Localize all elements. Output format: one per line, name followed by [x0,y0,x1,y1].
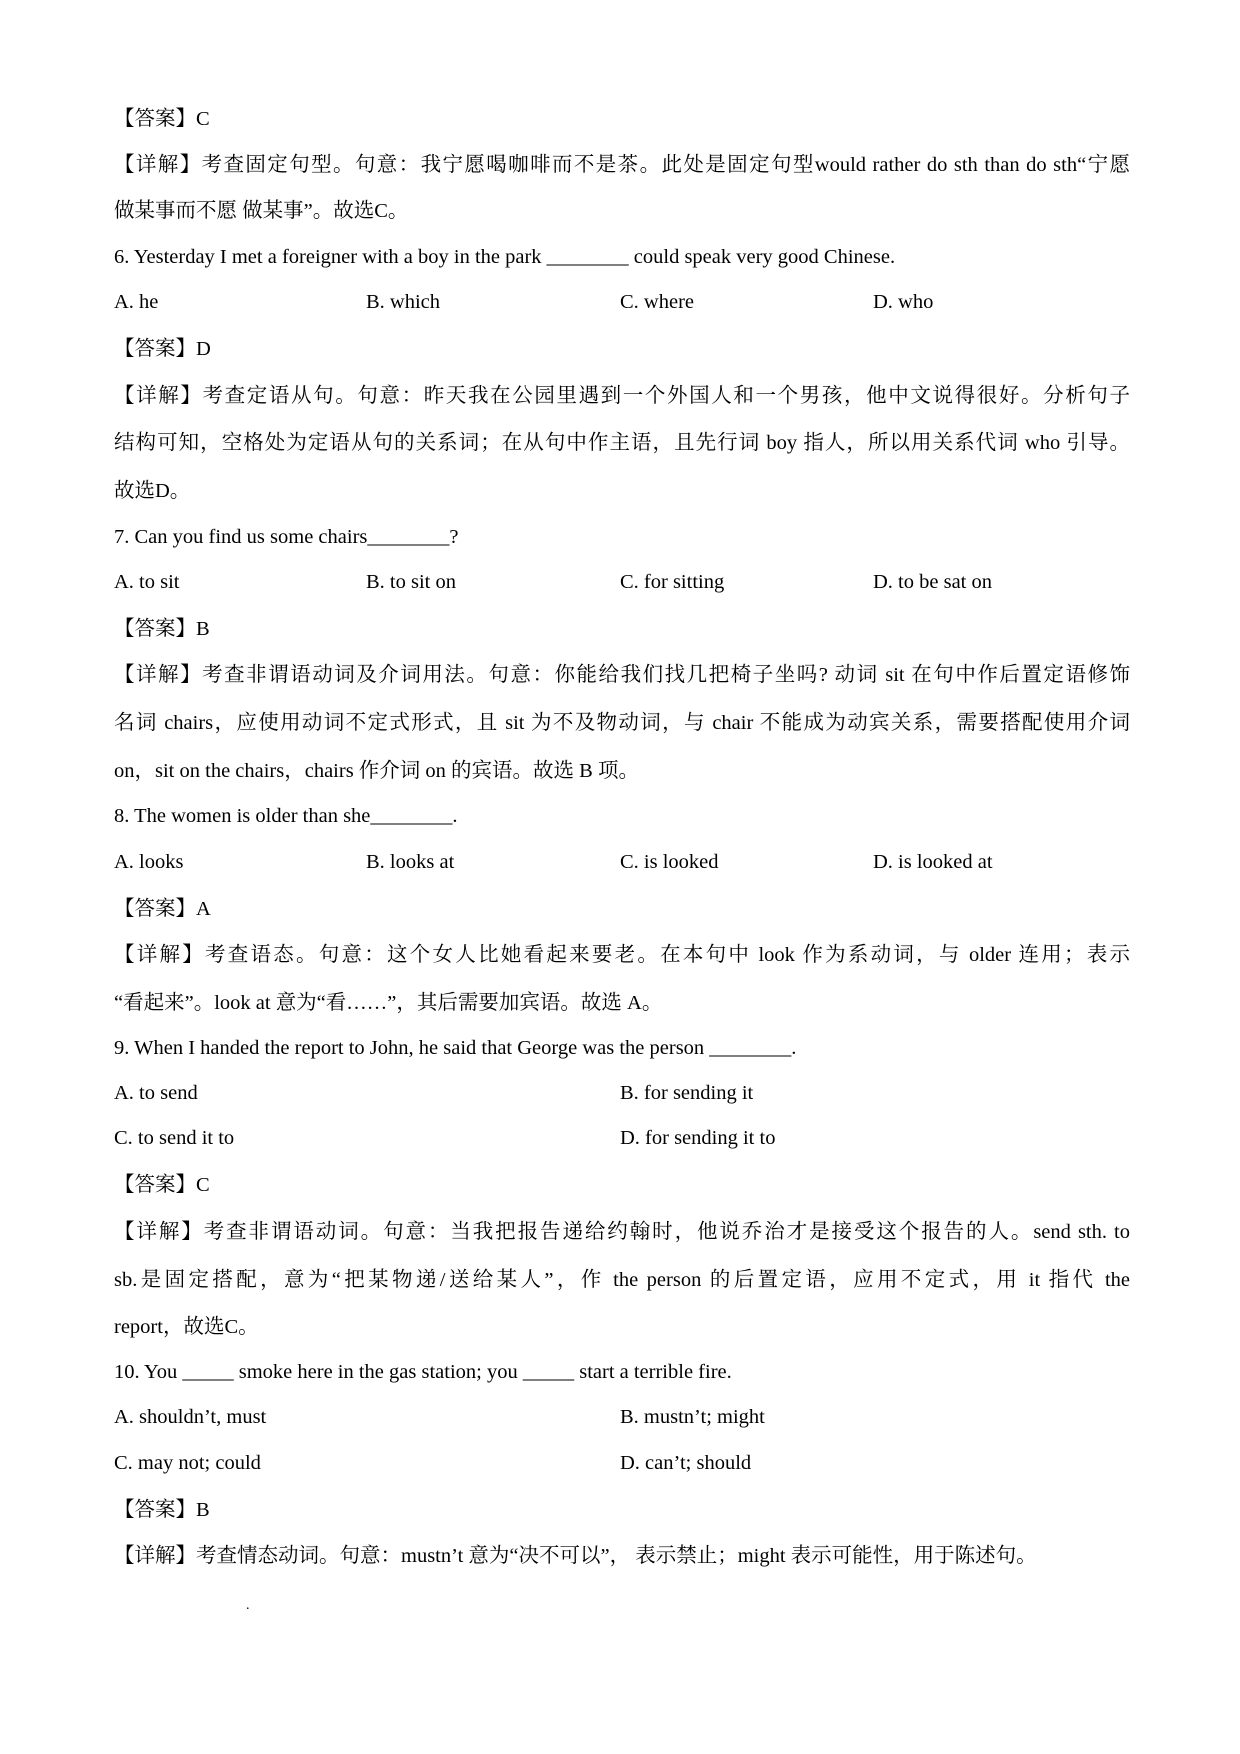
q7-detail-line: 名词 chairs，应使用动词不定式形式，且 sit 为不及物动词，与 chair 不能成为动宾关系，需要搭配使用介词 [114,712,1130,734]
q7-option-b: B. to sit on [366,571,456,593]
q9-option-a: A. to send [114,1082,198,1104]
q9-detail-line: sb.是固定搭配，意为“把某物递/送给某人”，作 the person 的后置定语，应用不定式，用 it 指代 the [114,1269,1130,1291]
question-8-stem: 8. The women is older than she________. [114,805,458,827]
q6-option-b: B. which [366,291,441,313]
q9-detail-line: 【详解】考查非谓语动词。句意：当我把报告递给约翰时，他说乔治才是接受这个报告的人。send sth. to [114,1221,1130,1243]
q8-detail-line: “看起来”。look at 意为“看……”，其后需要加宾语。故选 A。 [114,992,663,1014]
footer-mark: . [246,1598,250,1613]
q6-option-d: D. who [873,291,934,313]
q10-detail-line: 【详解】考查情态动词。句意：mustn’t 意为“决不可以”， 表示禁止；might 表示可能性，用于陈述句。 [114,1545,1037,1567]
q7-option-a: A. to sit [114,571,180,593]
q6-option-c: C. where [620,291,695,313]
q7-detail-line: 【详解】考查非谓语动词及介词用法。句意：你能给我们找几把椅子坐吗? 动词 sit 在句中作后置定语修饰 [114,664,1130,686]
q9-option-d: D. for sending it to [620,1127,776,1149]
q6-detail-line: 结构可知，空格处为定语从句的关系词；在从句中作主语，且先行词 boy 指人，所以用关系代词 who 引导。 [114,432,1130,454]
q8-option-b: B. looks at [366,851,455,873]
question-10-stem: 10. You _____ smoke here in the gas station; you _____ start a terrible fire. [114,1361,732,1383]
q9-option-b: B. for sending it [620,1082,754,1104]
q7-detail-line: on，sit on the chairs，chairs 作介词 on 的宾语。故选 B 项。 [114,760,639,782]
prev-detail-line: 【详解】考查固定句型。句意：我宁愿喝咖啡而不是茶。此处是固定句型would rather do sth than do sth“宁愿 [114,154,1130,176]
q10-option-d: D. can’t; should [620,1452,752,1474]
q9-detail-line: report，故选C。 [114,1316,259,1338]
q9-option-c: C. to send it to [114,1127,235,1149]
question-9-stem: 9. When I handed the report to John, he said that George was the person ________. [114,1037,797,1059]
q8-detail-line: 【详解】考查语态。句意：这个女人比她看起来要老。在本句中 look 作为系动词，与 older 连用；表示 [114,944,1130,966]
q8-answer: 【答案】A [114,898,211,920]
q9-answer: 【答案】C [114,1174,210,1196]
q7-answer: 【答案】B [114,618,210,640]
prev-detail-line: 做某事而不愿 做某事”。故选C。 [114,200,409,222]
q6-detail-line: 故选D。 [114,480,191,502]
q7-option-c: C. for sitting [620,571,725,593]
q10-answer: 【答案】B [114,1499,210,1521]
q6-option-a: A. he [114,291,159,313]
q8-option-c: C. is looked [620,851,719,873]
q6-detail-line: 【详解】考查定语从句。句意：昨天我在公园里遇到一个外国人和一个男孩，他中文说得很好。分析句子 [114,385,1130,407]
q7-option-d: D. to be sat on [873,571,992,593]
question-6-stem: 6. Yesterday I met a foreigner with a boy in the park ________ could speak very good Chinese. [114,246,896,268]
prev-answer: 【答案】C [114,108,210,130]
q10-option-b: B. mustn’t; might [620,1406,765,1428]
q10-option-c: C. may not; could [114,1452,261,1474]
question-7-stem: 7. Can you find us some chairs________? [114,526,459,548]
q8-option-d: D. is looked at [873,851,993,873]
q10-option-a: A. shouldn’t, must [114,1406,267,1428]
q6-answer: 【答案】D [114,338,211,360]
q8-option-a: A. looks [114,851,184,873]
